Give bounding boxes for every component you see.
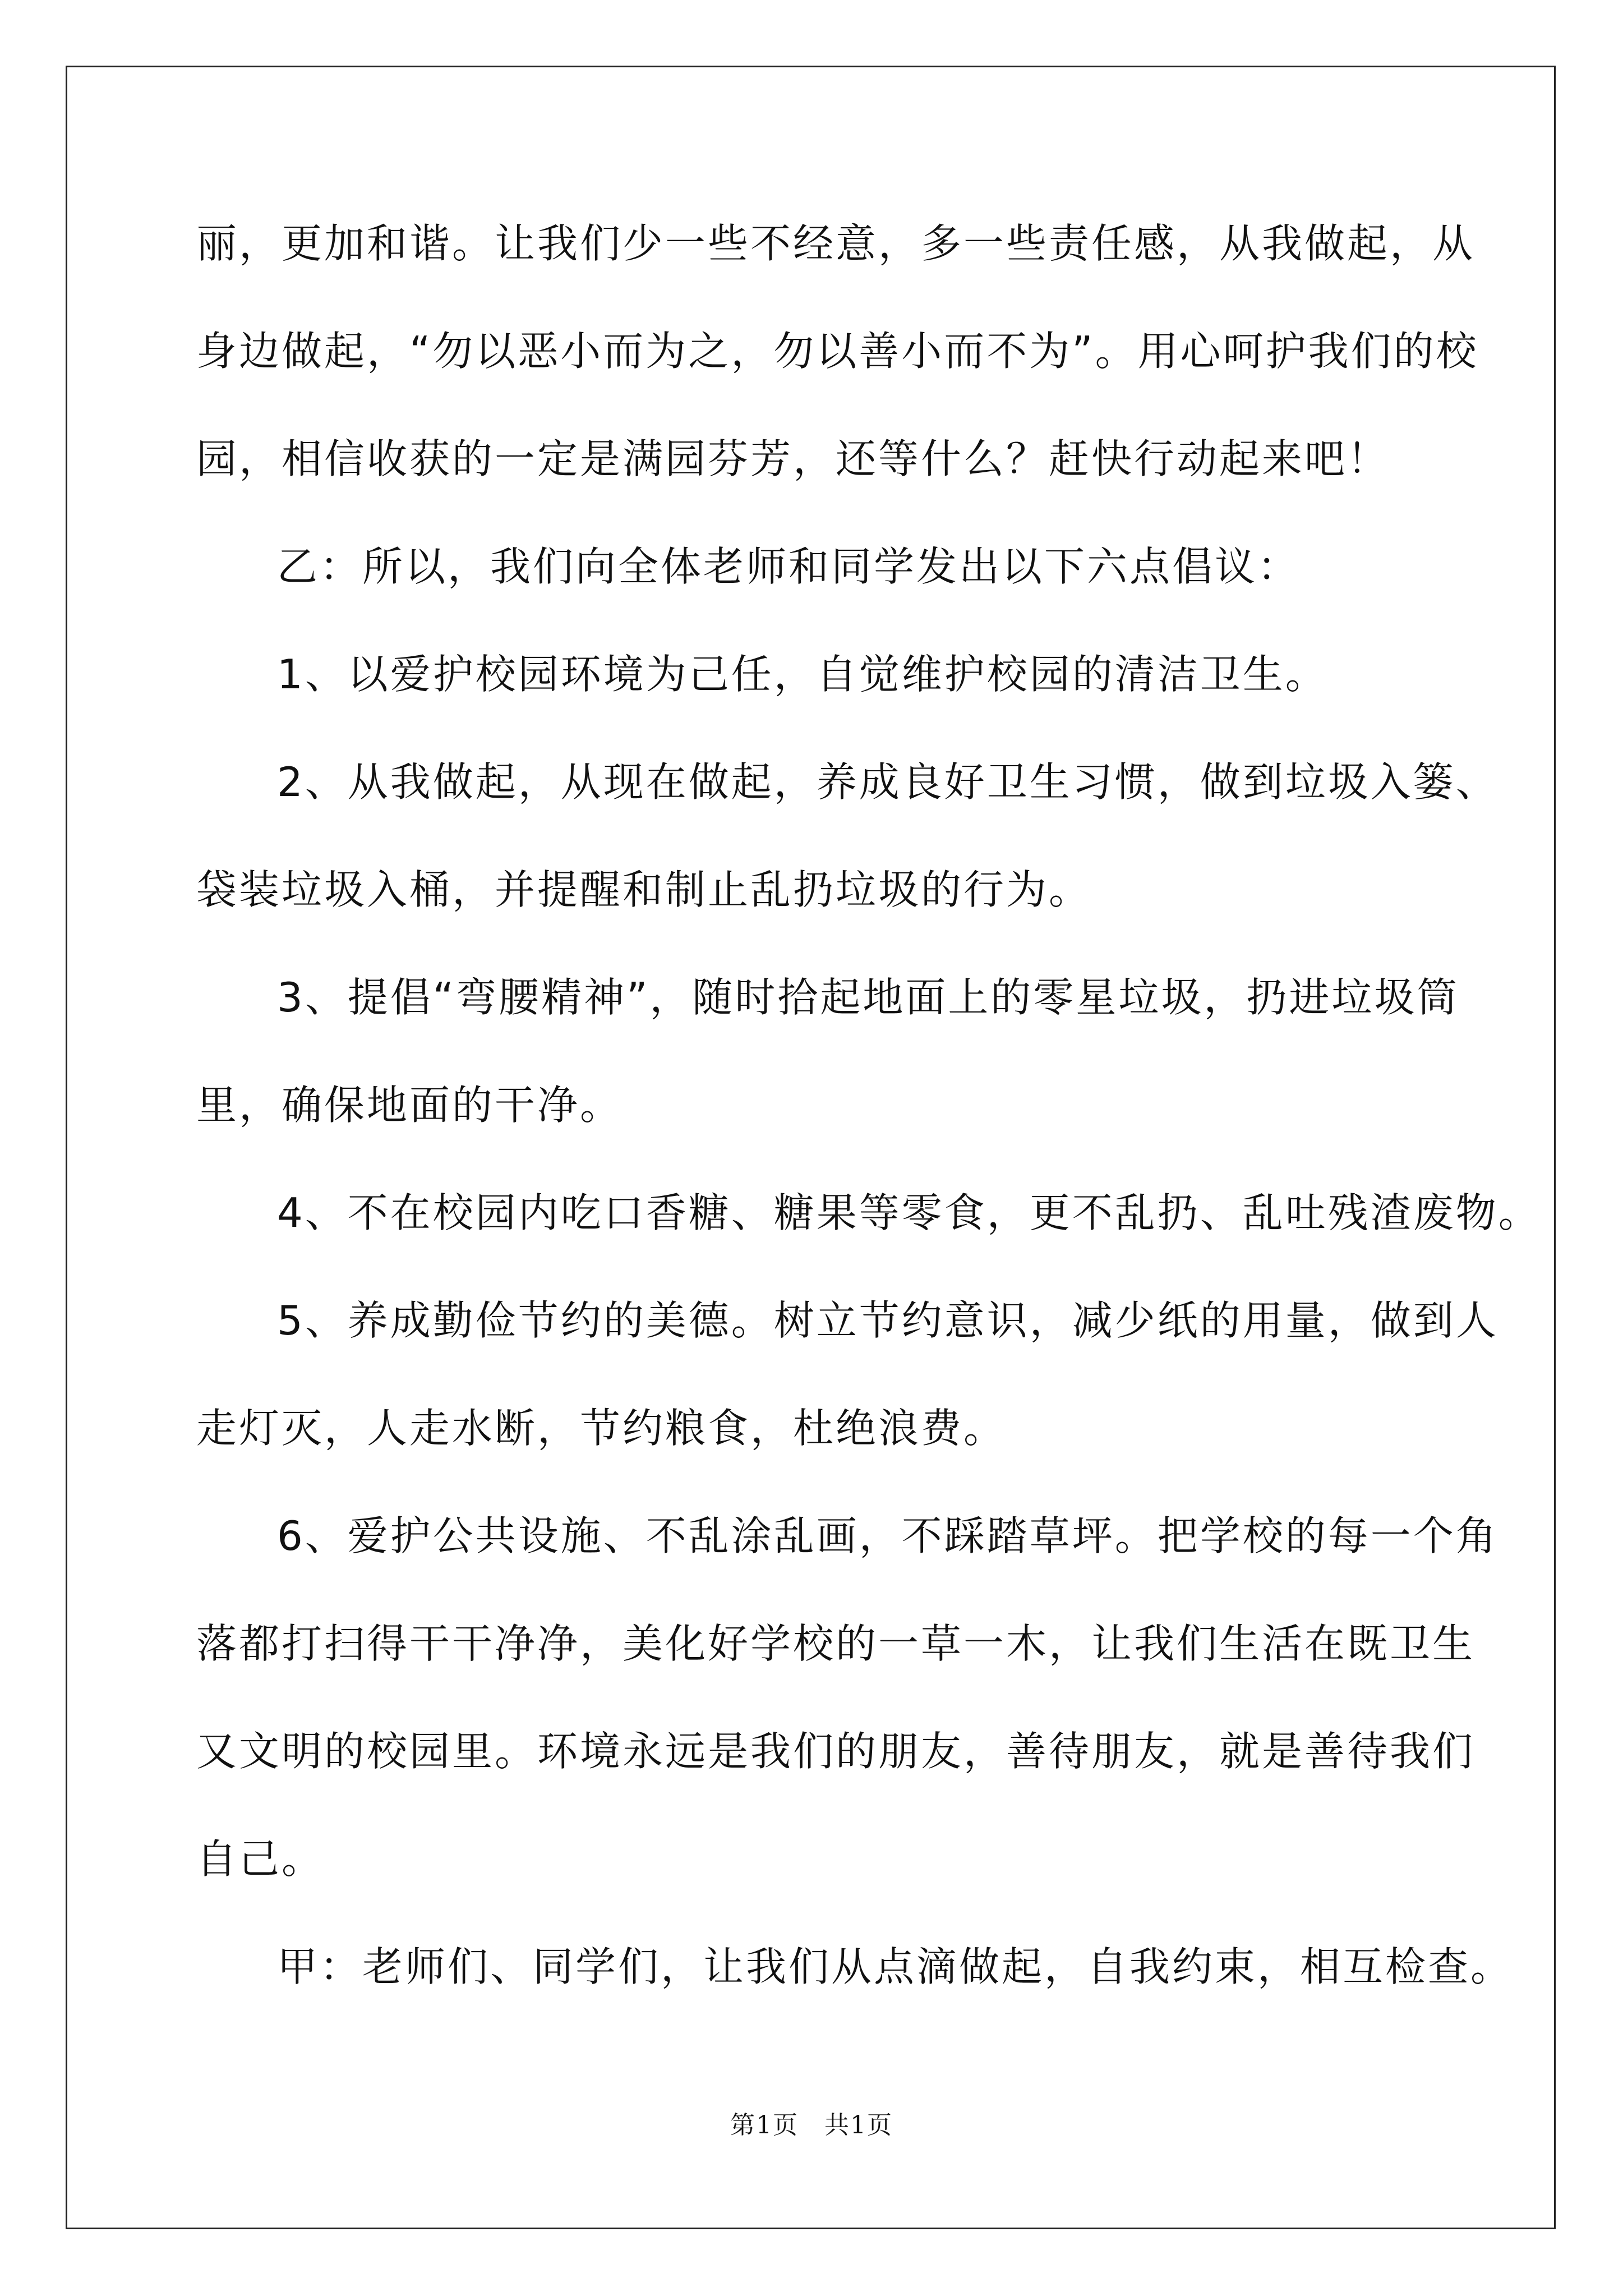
text-line: 园，相信收获的一定是满园芬芳，还等什么？赶快行动起来吧！ [196,435,1390,482]
text-line: 又文明的校园里。环境永远是我们的朋友，善待朋友，就是善待我们 [196,1728,1476,1775]
text-line: 落都打扫得干干净净，美化好学校的一草一木，让我们生活在既卫生 [196,1620,1476,1667]
page-footer: 第1页 共1页 [730,2111,893,2139]
text-line: 1、以爱护校园环境为己任，自觉维护校园的清洁卫生。 [277,651,1328,698]
text-line: 里，确保地面的干净。 [196,1082,623,1129]
text-line: 3、提倡“弯腰精神”，随时拾起地面上的零星垃圾，扔进垃圾筒 [277,974,1460,1021]
text-line: 身边做起，“勿以恶小而为之，勿以善小而不为”。用心呵护我们的校 [196,328,1479,375]
text-line: 乙：所以，我们向全体老师和同学发出以下六点倡议： [277,543,1301,590]
document-body [196,190,1541,2021]
text-line: 5、养成勤俭节约的美德。树立节约意识，减少纸的用量，做到人 [277,1297,1498,1344]
text-line: 自己。 [196,1835,325,1883]
text-line: 袋装垃圾入桶，并提醒和制止乱扔垃圾的行为。 [196,866,1092,913]
text-line: 甲：老师们、同学们，让我们从点滴做起，自我约束，相互检查。 [277,1943,1514,1990]
text-line: 2、从我做起，从现在做起，养成良好卫生习惯，做到垃圾入篓、 [277,758,1498,806]
text-line: 6、爱护公共设施、不乱涂乱画，不踩踏草坪。把学校的每一个角 [277,1512,1498,1559]
text-line: 丽，更加和谐。让我们少一些不经意，多一些责任感，从我做起，从 [196,220,1476,267]
text-line: 走灯灭，人走水断，节约粮食，杜绝浪费。 [196,1405,1007,1452]
text-line: 4、不在校园内吃口香糖、糖果等零食，更不乱扔、乱吐残渣废物。 [277,1189,1541,1236]
